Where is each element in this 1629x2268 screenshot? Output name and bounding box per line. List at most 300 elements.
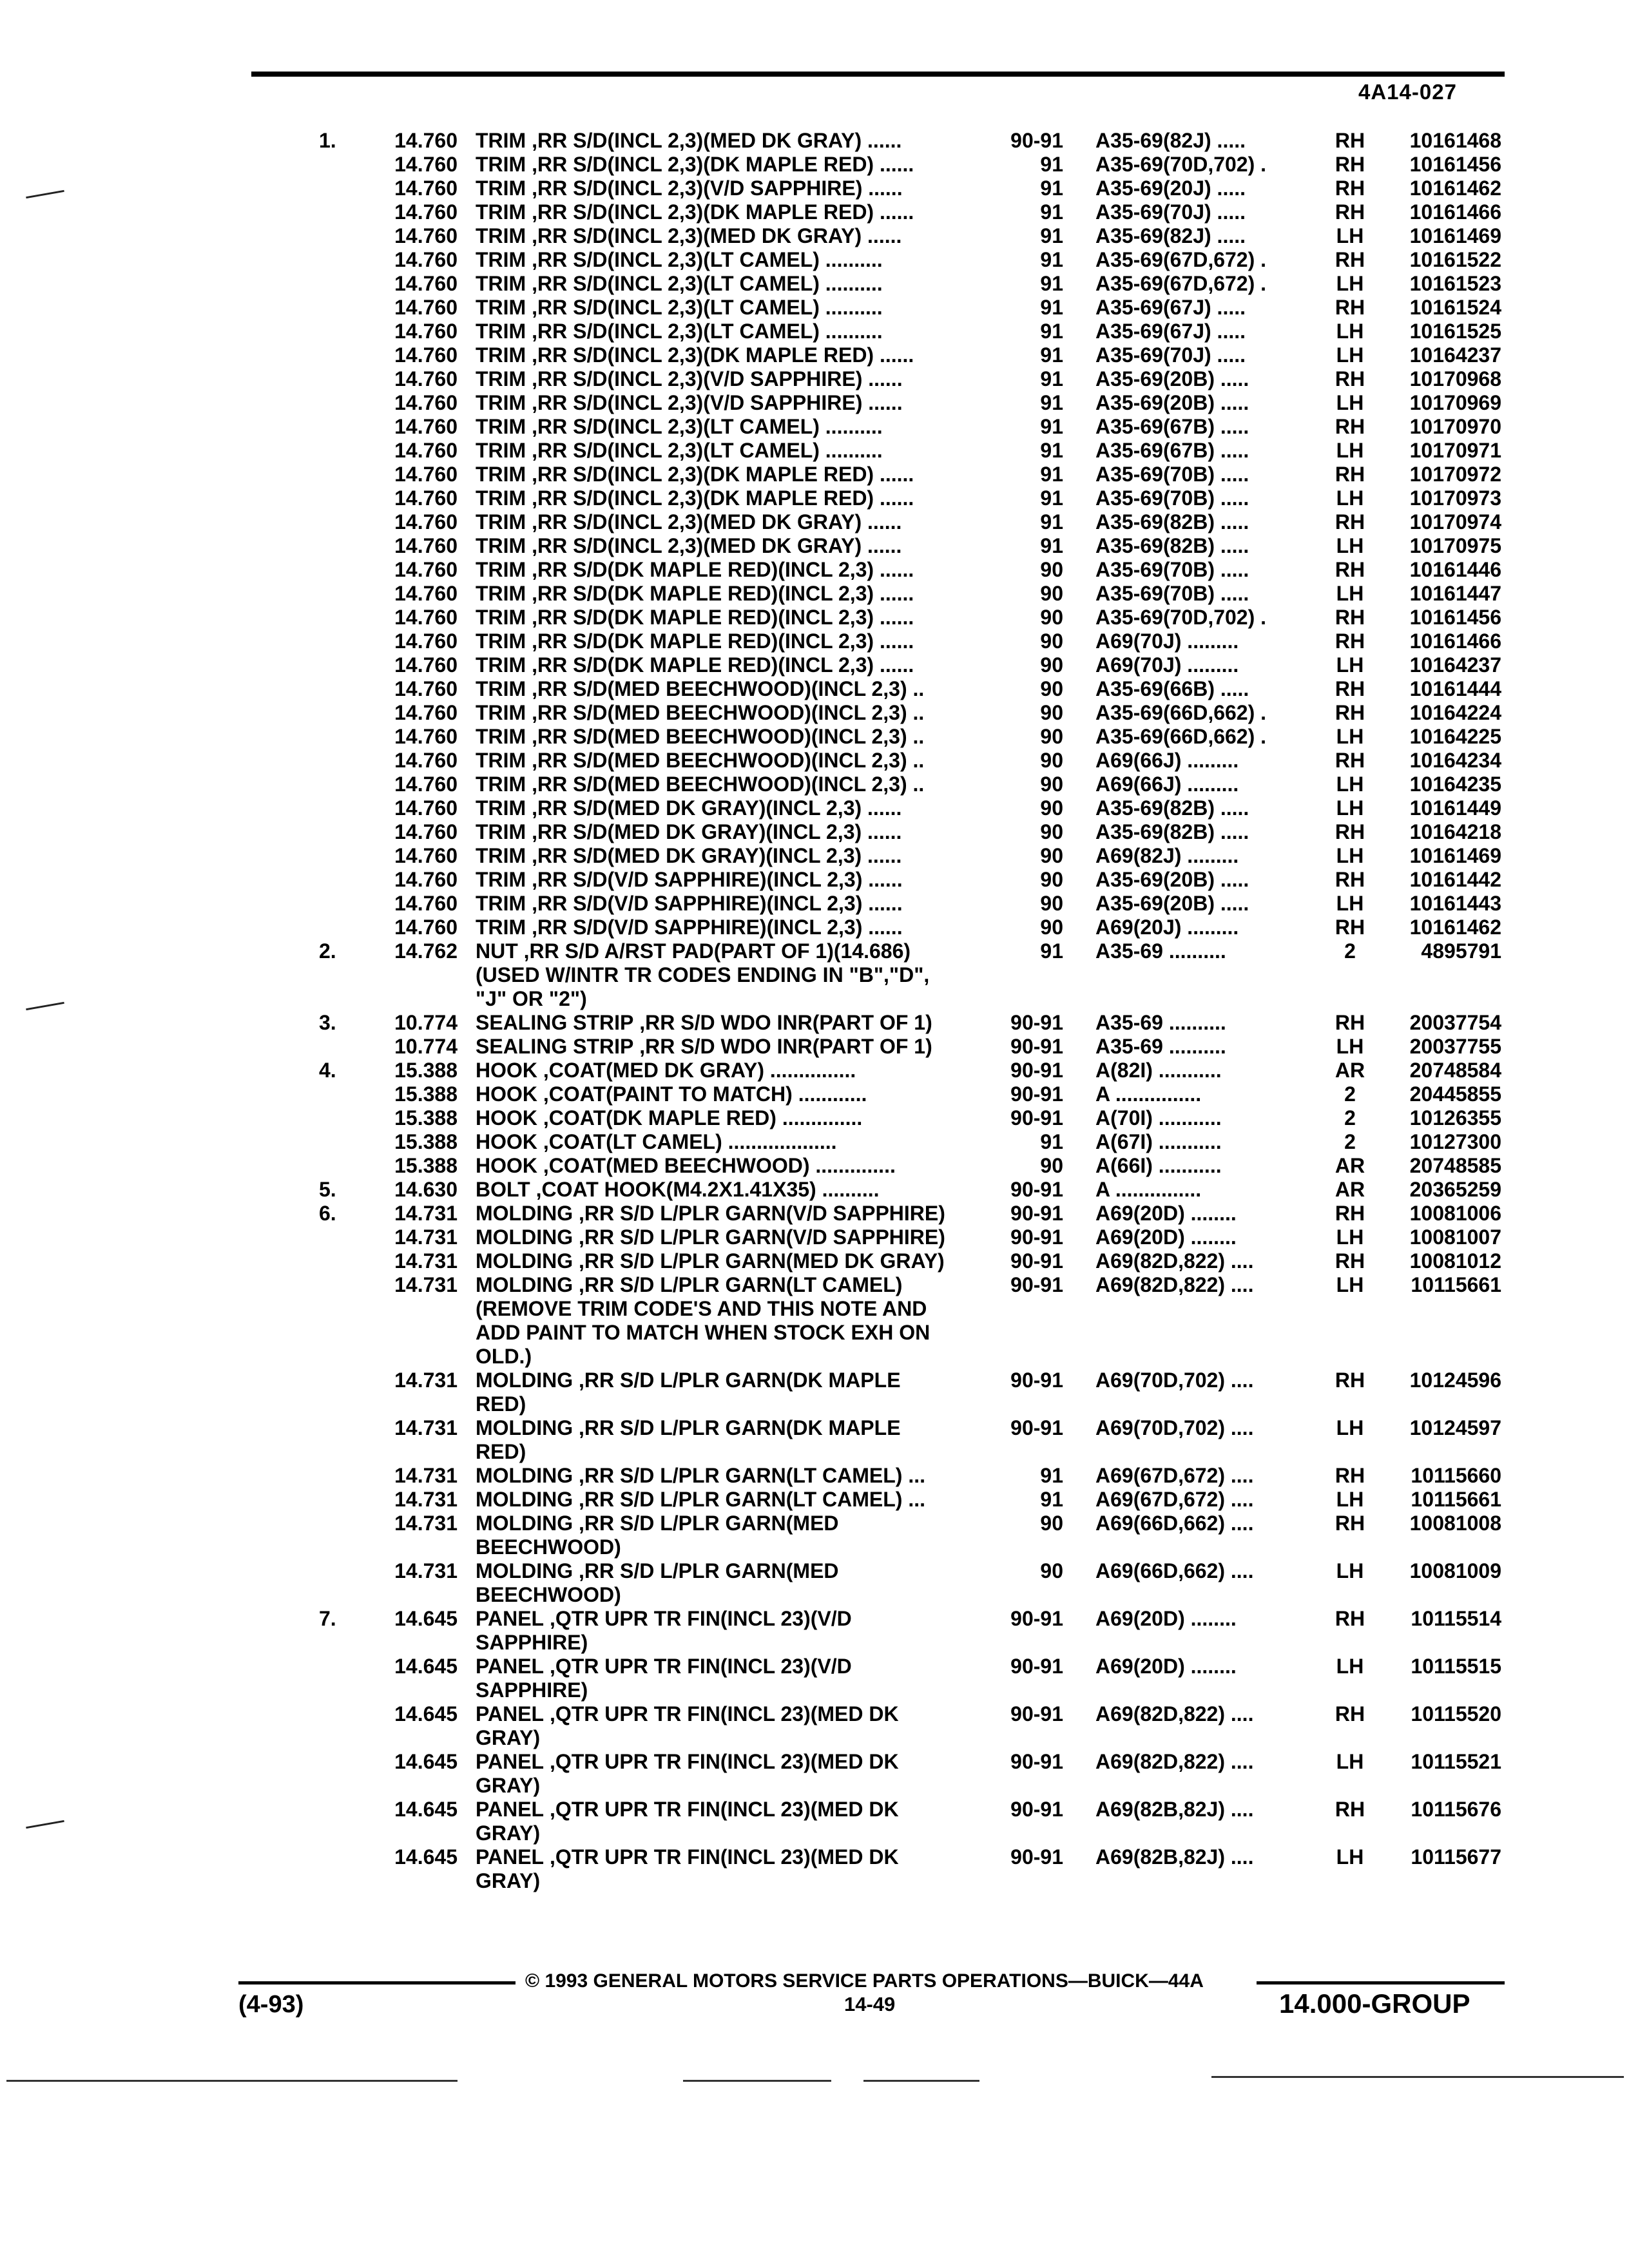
part-number: 10161469 bbox=[1409, 224, 1501, 247]
part-name: SEALING STRIP bbox=[476, 1035, 634, 1058]
part-name: PANEL bbox=[476, 1845, 545, 1869]
parts-row bbox=[0, 129, 1629, 153]
quantity-side: LH bbox=[1336, 1559, 1364, 1582]
part-description bbox=[476, 749, 924, 773]
parts-row bbox=[0, 629, 1629, 653]
body-style: A69(20D) ........ bbox=[1095, 1225, 1237, 1249]
body-style: A(82I) ........... bbox=[1095, 1059, 1222, 1082]
part-number: 10161462 bbox=[1409, 916, 1501, 939]
part-name: TRIM bbox=[476, 653, 526, 677]
body-style: A ............... bbox=[1095, 1082, 1202, 1106]
model-year: 90 bbox=[1040, 1559, 1063, 1582]
group-number: 14.731 bbox=[394, 1369, 458, 1392]
part-name: TRIM bbox=[476, 486, 526, 510]
parts-row bbox=[0, 1512, 1629, 1535]
dot-leader: .......... bbox=[825, 272, 883, 295]
part-detail: ,RR S/D(INCL 2,3)(DK MAPLE RED) bbox=[532, 343, 874, 367]
body-style: A69(70J) ......... bbox=[1095, 629, 1239, 653]
group-number: 14.760 bbox=[394, 868, 458, 891]
part-number: 10127300 bbox=[1409, 1130, 1501, 1153]
part-detail: ,QTR UPR TR FIN(INCL 23)(MED DK bbox=[549, 1845, 899, 1869]
model-year: 91 bbox=[1040, 1464, 1063, 1487]
dot-leader: .. bbox=[912, 773, 925, 796]
part-description bbox=[476, 463, 914, 486]
part-name: PANEL bbox=[476, 1655, 545, 1678]
part-description bbox=[476, 1011, 932, 1035]
group-number: 15.388 bbox=[394, 1130, 458, 1153]
part-number: 10170975 bbox=[1409, 534, 1501, 557]
part-description bbox=[476, 1774, 540, 1798]
dot-leader: ...... bbox=[867, 820, 902, 843]
dot-leader: .......... bbox=[825, 296, 883, 319]
part-name: TRIM bbox=[476, 701, 526, 724]
group-number: 14.760 bbox=[394, 153, 458, 176]
parts-row bbox=[0, 510, 1629, 534]
quantity-side: RH bbox=[1335, 916, 1365, 939]
part-name: PANEL bbox=[476, 1750, 545, 1773]
part-description bbox=[476, 200, 914, 224]
part-detail: GRAY) bbox=[476, 1726, 541, 1749]
parts-row bbox=[0, 153, 1629, 177]
part-number: 10161466 bbox=[1409, 629, 1501, 653]
part-number: 20748585 bbox=[1409, 1154, 1501, 1177]
part-description bbox=[476, 1512, 839, 1535]
model-year: 91 bbox=[1040, 367, 1063, 390]
dot-leader: .......... bbox=[825, 320, 883, 343]
parts-row bbox=[0, 1607, 1629, 1631]
body-style: A35-69(67D,672) . bbox=[1095, 272, 1267, 295]
group-number: 14.630 bbox=[394, 1178, 458, 1201]
parts-row bbox=[0, 1249, 1629, 1273]
body-style: A35-69(20B) ..... bbox=[1095, 892, 1249, 915]
item-number: 3. bbox=[319, 1011, 336, 1034]
model-year: 90-91 bbox=[1010, 1178, 1063, 1201]
quantity-side: RH bbox=[1335, 1249, 1365, 1273]
part-detail: ,RR S/D(MED DK GRAY)(INCL 2,3) bbox=[532, 844, 862, 867]
part-description bbox=[476, 1082, 867, 1106]
body-style: A35-69(70B) ..... bbox=[1095, 558, 1249, 581]
part-number: 10164235 bbox=[1409, 773, 1501, 796]
parts-row bbox=[0, 1440, 1629, 1464]
body-style: A35-69(20B) ..... bbox=[1095, 367, 1249, 390]
quantity-side: LH bbox=[1336, 1035, 1364, 1058]
model-year: 90 bbox=[1040, 749, 1063, 772]
part-detail: ,RR S/D(V/D SAPPHIRE)(INCL 2,3) bbox=[532, 916, 863, 939]
part-detail: ,QTR UPR TR FIN(INCL 23)(MED DK bbox=[549, 1750, 899, 1773]
body-style: A35-69(20B) ..... bbox=[1095, 391, 1249, 414]
model-year: 90 bbox=[1040, 844, 1063, 867]
part-number: 10115515 bbox=[1411, 1655, 1501, 1678]
part-name: MOLDING bbox=[476, 1464, 574, 1487]
group-number: 14.760 bbox=[394, 629, 458, 653]
part-number: 10161469 bbox=[1409, 844, 1501, 867]
part-description bbox=[476, 1821, 540, 1845]
group-number: 14.760 bbox=[394, 367, 458, 390]
model-year: 91 bbox=[1040, 510, 1063, 533]
parts-row bbox=[0, 1774, 1629, 1798]
body-style: A69(70J) ......... bbox=[1095, 653, 1239, 677]
dot-leader: .......... bbox=[825, 439, 883, 462]
model-year: 91 bbox=[1040, 439, 1063, 462]
part-name: TRIM bbox=[476, 677, 526, 700]
quantity-side: RH bbox=[1335, 296, 1365, 319]
quantity-side: RH bbox=[1335, 129, 1365, 152]
model-year: 90-91 bbox=[1010, 1082, 1063, 1106]
group-number: 14.760 bbox=[394, 606, 458, 629]
part-detail: ,COAT(LT CAMEL) bbox=[543, 1130, 722, 1153]
part-description bbox=[476, 367, 903, 391]
part-number: 10081009 bbox=[1409, 1559, 1501, 1582]
parts-row bbox=[0, 486, 1629, 510]
parts-row bbox=[0, 868, 1629, 892]
group-number: 15.388 bbox=[394, 1106, 458, 1129]
part-name: TRIM bbox=[476, 629, 526, 653]
part-name: TRIM bbox=[476, 534, 526, 557]
parts-row bbox=[0, 200, 1629, 224]
body-style: A35-69(67B) ..... bbox=[1095, 439, 1249, 462]
part-number: 10126355 bbox=[1409, 1106, 1501, 1129]
model-year: 90-91 bbox=[1010, 1202, 1063, 1225]
dot-leader: .. bbox=[912, 725, 925, 748]
part-number: 10124596 bbox=[1409, 1369, 1501, 1392]
group-number: 15.388 bbox=[394, 1059, 458, 1082]
quantity-side: LH bbox=[1336, 725, 1364, 748]
part-description bbox=[476, 272, 883, 296]
model-year: 90-91 bbox=[1010, 1798, 1063, 1821]
part-number: 10170972 bbox=[1409, 463, 1501, 486]
scan-artifact-line bbox=[683, 2080, 831, 2082]
part-name: MOLDING bbox=[476, 1225, 574, 1249]
part-description bbox=[476, 1631, 588, 1655]
model-year: 90 bbox=[1040, 916, 1063, 939]
body-style: A35-69(70B) ..... bbox=[1095, 463, 1249, 486]
parts-row bbox=[0, 1035, 1629, 1059]
group-number: 10.774 bbox=[394, 1035, 458, 1058]
parts-row bbox=[0, 987, 1629, 1011]
part-name: MOLDING bbox=[476, 1273, 574, 1296]
quantity-side: RH bbox=[1335, 1011, 1365, 1034]
parts-row bbox=[0, 1631, 1629, 1655]
part-detail: ,RR S/D(INCL 2,3)(V/D SAPPHIRE) bbox=[532, 391, 863, 414]
parts-row bbox=[0, 749, 1629, 773]
parts-list bbox=[0, 129, 1629, 1893]
part-detail: RED) bbox=[476, 1392, 526, 1416]
part-detail: "J" OR "2") bbox=[476, 987, 587, 1010]
part-number: 10170968 bbox=[1409, 367, 1501, 390]
part-description bbox=[476, 1750, 899, 1774]
dot-leader: .. bbox=[912, 749, 925, 772]
part-description bbox=[476, 391, 903, 415]
part-description bbox=[476, 343, 914, 367]
page-number: 14-49 bbox=[844, 1993, 896, 2015]
body-style: A35-69(82J) ..... bbox=[1095, 224, 1246, 247]
part-detail: ,RR S/D(INCL 2,3)(MED DK GRAY) bbox=[532, 534, 862, 557]
part-name: TRIM bbox=[476, 391, 526, 414]
parts-row bbox=[0, 1488, 1629, 1512]
dot-leader: ...... bbox=[868, 177, 903, 200]
part-detail: ,RR S/D(DK MAPLE RED)(INCL 2,3) bbox=[532, 653, 874, 677]
quantity-side: RH bbox=[1335, 153, 1365, 176]
quantity-side: LH bbox=[1336, 796, 1364, 820]
quantity-side: RH bbox=[1335, 820, 1365, 843]
part-description bbox=[476, 916, 903, 939]
scan-artifact-line bbox=[6, 2080, 458, 2082]
group-number: 14.760 bbox=[394, 320, 458, 343]
part-number: 10161446 bbox=[1409, 558, 1501, 581]
parts-row bbox=[0, 1535, 1629, 1559]
group-number: 14.760 bbox=[394, 391, 458, 414]
dot-leader: ...... bbox=[867, 224, 902, 247]
group-number: 14.760 bbox=[394, 177, 458, 200]
part-detail: SAPPHIRE) bbox=[476, 1631, 588, 1654]
part-description bbox=[476, 1059, 856, 1082]
parts-row bbox=[0, 1082, 1629, 1106]
part-description bbox=[476, 1178, 879, 1202]
part-detail: ,RR S/D(MED BEECHWOOD)(INCL 2,3) bbox=[532, 725, 907, 748]
part-detail: BEECHWOOD) bbox=[476, 1583, 621, 1606]
part-description bbox=[476, 486, 914, 510]
part-detail: ,RR S/D(MED BEECHWOOD)(INCL 2,3) bbox=[532, 749, 907, 772]
part-description bbox=[476, 844, 901, 868]
part-description bbox=[476, 1464, 925, 1488]
quantity-side: RH bbox=[1335, 1702, 1365, 1725]
part-number: 10170974 bbox=[1409, 510, 1501, 533]
part-number: 10164234 bbox=[1409, 749, 1501, 772]
part-name: MOLDING bbox=[476, 1202, 574, 1225]
part-name: SEALING STRIP bbox=[476, 1011, 634, 1034]
part-description bbox=[476, 1559, 839, 1583]
part-description bbox=[476, 1249, 945, 1273]
dot-leader: ...... bbox=[868, 916, 903, 939]
group-number: 14.645 bbox=[394, 1750, 458, 1773]
part-description bbox=[476, 248, 883, 272]
part-detail: ,COAT(MED DK GRAY) bbox=[543, 1059, 764, 1082]
part-name: HOOK bbox=[476, 1154, 537, 1177]
part-description bbox=[476, 439, 883, 463]
parts-row bbox=[0, 367, 1629, 391]
quantity-side: AR bbox=[1335, 1059, 1365, 1082]
model-year: 91 bbox=[1040, 1130, 1063, 1153]
part-name: TRIM bbox=[476, 129, 526, 152]
part-name: TRIM bbox=[476, 463, 526, 486]
group-number: 14.731 bbox=[394, 1512, 458, 1535]
parts-row bbox=[0, 1154, 1629, 1178]
item-number: 5. bbox=[319, 1178, 336, 1201]
quantity-side: RH bbox=[1335, 248, 1365, 271]
part-name: PANEL bbox=[476, 1798, 545, 1821]
part-name: PANEL bbox=[476, 1607, 545, 1630]
quantity-side: 2 bbox=[1344, 1106, 1356, 1129]
body-style: A35-69(66D,662) . bbox=[1095, 725, 1267, 748]
part-detail: ,RR S/D(DK MAPLE RED)(INCL 2,3) bbox=[532, 606, 874, 629]
quantity-side: 2 bbox=[1344, 939, 1356, 963]
part-detail: ,RR S/D L/PLR GARN(MED DK GRAY) bbox=[578, 1249, 945, 1273]
body-style: A69(82D,822) .... bbox=[1095, 1702, 1254, 1725]
model-year: 90 bbox=[1040, 629, 1063, 653]
model-year: 91 bbox=[1040, 415, 1063, 438]
part-number: 10115676 bbox=[1411, 1798, 1501, 1821]
body-style: A35-69(82B) ..... bbox=[1095, 796, 1249, 820]
part-detail: ,RR S/D L/PLR GARN(LT CAMEL) bbox=[578, 1488, 903, 1511]
body-style: A69(82D,822) .... bbox=[1095, 1273, 1254, 1296]
quantity-side: RH bbox=[1335, 606, 1365, 629]
model-year: 90 bbox=[1040, 796, 1063, 820]
model-year: 91 bbox=[1040, 296, 1063, 319]
parts-row bbox=[0, 1178, 1629, 1202]
part-detail: ,RR S/D A/RST PAD(PART OF 1)(14.686) bbox=[523, 939, 911, 963]
part-detail: (USED W/INTR TR CODES ENDING IN "B","D", bbox=[476, 963, 930, 986]
part-description bbox=[476, 796, 901, 820]
quantity-side: RH bbox=[1335, 749, 1365, 772]
part-number: 10170970 bbox=[1409, 415, 1501, 438]
body-style: A35-69(67J) ..... bbox=[1095, 296, 1246, 319]
parts-row bbox=[0, 796, 1629, 820]
part-number: 10161522 bbox=[1409, 248, 1501, 271]
quantity-side: 2 bbox=[1344, 1082, 1356, 1106]
part-description bbox=[476, 701, 924, 725]
group-number: 14.645 bbox=[394, 1845, 458, 1869]
part-description bbox=[476, 987, 587, 1011]
quantity-side: RH bbox=[1335, 677, 1365, 700]
part-description bbox=[476, 939, 911, 963]
body-style: A69(20D) ........ bbox=[1095, 1655, 1237, 1678]
body-style: A35-69 .......... bbox=[1095, 939, 1226, 963]
part-description bbox=[476, 820, 901, 844]
parts-row bbox=[0, 1321, 1629, 1345]
parts-row bbox=[0, 1106, 1629, 1130]
part-name: TRIM bbox=[476, 415, 526, 438]
body-style: A35-69(82J) ..... bbox=[1095, 129, 1246, 152]
part-detail: ,QTR UPR TR FIN(INCL 23)(MED DK bbox=[549, 1798, 899, 1821]
part-detail: GRAY) bbox=[476, 1821, 541, 1845]
part-description bbox=[476, 1702, 899, 1726]
group-number: 15.388 bbox=[394, 1154, 458, 1177]
part-description bbox=[476, 1345, 532, 1369]
part-number: 10170971 bbox=[1409, 439, 1501, 462]
dot-leader: .. bbox=[912, 677, 925, 700]
part-description bbox=[476, 320, 883, 343]
body-style: A69(66D,662) .... bbox=[1095, 1559, 1254, 1582]
part-number: 20445855 bbox=[1409, 1082, 1501, 1106]
group-number: 14.760 bbox=[394, 129, 458, 152]
model-year: 90-91 bbox=[1010, 1369, 1063, 1392]
model-year: 90 bbox=[1040, 1512, 1063, 1535]
quantity-side: AR bbox=[1335, 1154, 1365, 1177]
parts-row bbox=[0, 582, 1629, 606]
dot-leader: ...... bbox=[868, 868, 903, 891]
body-style: A69(66J) ......... bbox=[1095, 749, 1239, 772]
part-description bbox=[476, 963, 929, 987]
dot-leader: ...... bbox=[879, 153, 914, 176]
body-style: A35-69(82B) ..... bbox=[1095, 534, 1249, 557]
part-name: TRIM bbox=[476, 248, 526, 271]
part-number: 10161525 bbox=[1409, 320, 1501, 343]
part-description bbox=[476, 224, 901, 248]
part-name: MOLDING bbox=[476, 1559, 574, 1582]
part-number: 20365259 bbox=[1409, 1178, 1501, 1201]
parts-row bbox=[0, 1369, 1629, 1392]
quantity-side: RH bbox=[1335, 1607, 1365, 1630]
part-name: TRIM bbox=[476, 200, 526, 224]
part-name: TRIM bbox=[476, 296, 526, 319]
group-number: 14.760 bbox=[394, 534, 458, 557]
model-year: 91 bbox=[1040, 1488, 1063, 1511]
part-description bbox=[476, 1583, 621, 1607]
group-number: 14.731 bbox=[394, 1488, 458, 1511]
part-number: 10115660 bbox=[1411, 1464, 1501, 1487]
parts-row bbox=[0, 653, 1629, 677]
part-number: 10081008 bbox=[1409, 1512, 1501, 1535]
model-year: 90-91 bbox=[1010, 1249, 1063, 1273]
parts-row bbox=[0, 439, 1629, 463]
revision-date: (4-93) bbox=[238, 1991, 304, 2018]
model-year: 90-91 bbox=[1010, 1750, 1063, 1773]
dot-leader: ...... bbox=[867, 844, 902, 867]
part-number: 10170973 bbox=[1409, 486, 1501, 510]
part-number: 10124597 bbox=[1409, 1416, 1501, 1439]
group-number: 14.760 bbox=[394, 844, 458, 867]
dot-leader: .......... bbox=[825, 415, 883, 438]
dot-leader: ...... bbox=[879, 582, 914, 605]
part-name: HOOK bbox=[476, 1106, 537, 1129]
group-number: 14.760 bbox=[394, 749, 458, 772]
part-detail: ,RR S/D L/PLR GARN(LT CAMEL) bbox=[578, 1464, 903, 1487]
part-name: TRIM bbox=[476, 844, 526, 867]
parts-row bbox=[0, 1750, 1629, 1774]
parts-row bbox=[0, 820, 1629, 844]
model-year: 90-91 bbox=[1010, 1225, 1063, 1249]
part-name: TRIM bbox=[476, 916, 526, 939]
quantity-side: LH bbox=[1336, 844, 1364, 867]
part-number: 20748584 bbox=[1409, 1059, 1501, 1082]
part-description bbox=[476, 606, 914, 629]
part-description bbox=[476, 1869, 540, 1893]
part-name: TRIM bbox=[476, 510, 526, 533]
group-number: 14.731 bbox=[394, 1202, 458, 1225]
model-year: 90-91 bbox=[1010, 1655, 1063, 1678]
model-year: 90-91 bbox=[1010, 1607, 1063, 1630]
parts-row bbox=[0, 1225, 1629, 1249]
part-detail: ,QTR UPR TR FIN(INCL 23)(V/D bbox=[549, 1607, 852, 1630]
body-style: A69(20J) ......... bbox=[1095, 916, 1239, 939]
part-detail: ,RR S/D(INCL 2,3)(LT CAMEL) bbox=[532, 320, 820, 343]
model-year: 91 bbox=[1040, 320, 1063, 343]
model-year: 90-91 bbox=[1010, 1011, 1063, 1034]
part-number: 10164225 bbox=[1409, 725, 1501, 748]
parts-row bbox=[0, 1345, 1629, 1369]
group-number: 14.731 bbox=[394, 1416, 458, 1439]
dot-leader: ...... bbox=[879, 629, 914, 653]
quantity-side: LH bbox=[1336, 653, 1364, 677]
part-description bbox=[476, 629, 914, 653]
dot-leader: ...... bbox=[867, 510, 902, 533]
parts-row bbox=[0, 296, 1629, 320]
model-year: 90-91 bbox=[1010, 1702, 1063, 1725]
parts-row bbox=[0, 963, 1629, 987]
model-year: 90-91 bbox=[1010, 1416, 1063, 1439]
part-detail: ,RR S/D(INCL 2,3)(MED DK GRAY) bbox=[532, 129, 862, 152]
quantity-side: RH bbox=[1335, 1464, 1365, 1487]
dot-leader: .......... bbox=[825, 248, 883, 271]
model-year: 91 bbox=[1040, 153, 1063, 176]
part-description bbox=[476, 1655, 852, 1678]
body-style: A35-69(66B) ..... bbox=[1095, 677, 1249, 700]
parts-row bbox=[0, 272, 1629, 296]
parts-row bbox=[0, 534, 1629, 558]
part-number: 10161444 bbox=[1409, 677, 1501, 700]
parts-row bbox=[0, 916, 1629, 939]
item-number: 2. bbox=[319, 939, 336, 963]
